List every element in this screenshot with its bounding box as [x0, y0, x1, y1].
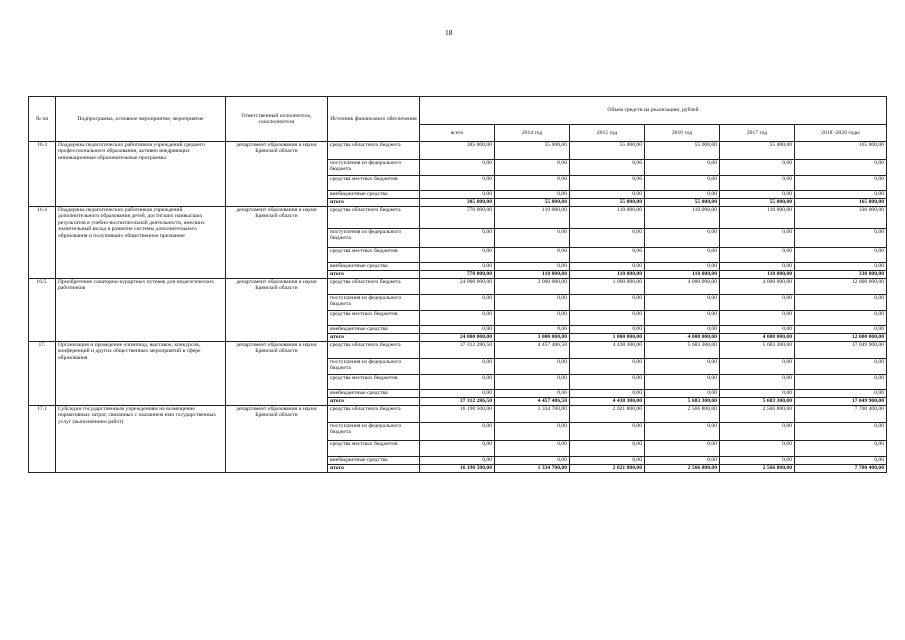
executor: департамент образования и науки Брянской области [226, 406, 328, 473]
amount-cell: 55 000,00 [495, 142, 570, 160]
amount-cell: 0,00 [570, 263, 645, 271]
row-number: 16.5. [29, 279, 56, 342]
funding-source: средства местных бюджетов [328, 441, 420, 457]
amount-cell: 37 312 286,50 [420, 342, 495, 359]
amount-cell: 110 000,00 [495, 207, 570, 229]
amount-cell: 0,00 [495, 229, 570, 248]
amount-cell: 2 021 800,00 [570, 465, 645, 473]
amount-cell: 0,00 [795, 176, 887, 191]
page-number: 18 [445, 28, 453, 37]
header-executor: Ответственный исполнитель, соисполнители [226, 97, 328, 142]
amount-cell: 0,00 [420, 423, 495, 441]
amount-cell: 0,00 [720, 295, 795, 311]
amount-cell: 0,00 [795, 423, 887, 441]
funding-source: внебюджетные средства [328, 390, 420, 398]
header-year: всего [420, 125, 495, 142]
amount-cell: 0,00 [795, 191, 887, 199]
amount-cell: 110 000,00 [495, 271, 570, 279]
amount-cell: 0,00 [495, 359, 570, 375]
amount-cell: 0,00 [795, 311, 887, 326]
funding-source: средства областного бюджета [328, 342, 420, 359]
executor: департамент образования и науки Брянской области [226, 207, 328, 279]
amount-cell: 0,00 [420, 359, 495, 375]
table-row [29, 342, 887, 359]
amount-cell: 0,00 [570, 375, 645, 390]
amount-cell: 0,00 [495, 263, 570, 271]
amount-cell: 0,00 [645, 160, 720, 176]
amount-cell: 0,00 [645, 457, 720, 465]
activity-name: Субсидии государственным учреждениям на возмещение нормативных затрат, связанных с оказанием ими государственных услуг (выполнением работ) [56, 406, 226, 473]
funding-source: итого [328, 398, 420, 406]
activity-name: Приобретение санаторно-курортных путевок для педагогических работников [56, 279, 226, 342]
amount-cell: 55 000,00 [645, 199, 720, 207]
activity-name: Поддержка педагогических работников учреждений среднего профессионального образования, активно внедряющих инновационные образовательные программы [56, 142, 226, 207]
amount-cell: 0,00 [645, 229, 720, 248]
amount-cell: 55 000,00 [645, 142, 720, 160]
amount-cell: 2 566 800,00 [720, 465, 795, 473]
amount-cell: 0,00 [420, 326, 495, 334]
amount-cell: 5 683 300,00 [645, 342, 720, 359]
header-amount: Объем средств на реализацию, рублей [420, 97, 887, 125]
executor: департамент образования и науки Брянской области [226, 279, 328, 342]
amount-cell: 0,00 [645, 326, 720, 334]
amount-cell: 17 049 900,00 [795, 342, 887, 359]
amount-cell: 0,00 [720, 359, 795, 375]
amount-cell: 55 000,00 [570, 199, 645, 207]
header-year: 2014 год [495, 125, 570, 142]
amount-cell: 0,00 [795, 457, 887, 465]
amount-cell: 0,00 [645, 295, 720, 311]
amount-cell: 5 683 300,00 [645, 398, 720, 406]
funding-source: внебюджетные средства [328, 191, 420, 199]
amount-cell: 0,00 [495, 441, 570, 457]
amount-cell: 0,00 [420, 295, 495, 311]
amount-cell: 55 000,00 [720, 199, 795, 207]
amount-cell: 1 000 000,00 [570, 279, 645, 295]
amount-cell: 0,00 [495, 326, 570, 334]
header-year: 2018 -2020 годы [795, 125, 887, 142]
budget-table [28, 96, 887, 473]
amount-cell: 330 000,00 [795, 207, 887, 229]
amount-cell: 0,00 [420, 191, 495, 199]
amount-cell: 0,00 [795, 390, 887, 398]
amount-cell: 0,00 [645, 248, 720, 263]
amount-cell: 0,00 [570, 359, 645, 375]
amount-cell: 110 000,00 [570, 207, 645, 229]
row-number: 16.3 [29, 142, 56, 207]
funding-source: внебюджетные средства [328, 457, 420, 465]
amount-cell: 0,00 [645, 441, 720, 457]
amount-cell: 0,00 [645, 390, 720, 398]
amount-cell: 12 000 000,00 [795, 334, 887, 342]
amount-cell: 0,00 [720, 248, 795, 263]
amount-cell: 0,00 [495, 191, 570, 199]
amount-cell: 3 000 000,00 [495, 279, 570, 295]
amount-cell: 0,00 [720, 423, 795, 441]
amount-cell: 0,00 [645, 176, 720, 191]
amount-cell: 55 000,00 [720, 142, 795, 160]
funding-source: итого [328, 271, 420, 279]
amount-cell: 2 566 800,00 [720, 406, 795, 423]
amount-cell: 0,00 [645, 359, 720, 375]
amount-cell: 0,00 [795, 375, 887, 390]
amount-cell: 0,00 [570, 441, 645, 457]
amount-cell: 0,00 [420, 176, 495, 191]
amount-cell: 0,00 [720, 263, 795, 271]
amount-cell: 4 438 300,00 [570, 398, 645, 406]
amount-cell: 0,00 [795, 359, 887, 375]
amount-cell: 0,00 [420, 390, 495, 398]
funding-source: поступления из федерального бюджета [328, 359, 420, 375]
amount-cell: 0,00 [570, 295, 645, 311]
amount-cell: 0,00 [570, 160, 645, 176]
table-row [29, 279, 887, 295]
amount-cell: 0,00 [420, 248, 495, 263]
amount-cell: 4 000 000,00 [720, 334, 795, 342]
amount-cell: 0,00 [495, 311, 570, 326]
amount-cell: 0,00 [720, 457, 795, 465]
amount-cell: 0,00 [420, 311, 495, 326]
funding-source: поступления из федерального бюджета [328, 160, 420, 176]
amount-cell: 110 000,00 [720, 207, 795, 229]
amount-cell: 0,00 [420, 160, 495, 176]
amount-cell: 330 000,00 [795, 271, 887, 279]
amount-cell: 7 700 400,00 [795, 465, 887, 473]
amount-cell: 1 334 700,00 [495, 406, 570, 423]
amount-cell: 16 190 500,00 [420, 406, 495, 423]
amount-cell: 0,00 [570, 191, 645, 199]
executor: департамент образования и науки Брянской области [226, 342, 328, 406]
row-number: 16.4 [29, 207, 56, 279]
amount-cell: 385 000,00 [420, 199, 495, 207]
header-year: 2015 год [570, 125, 645, 142]
amount-cell: 0,00 [720, 160, 795, 176]
amount-cell: 770 000,00 [420, 207, 495, 229]
amount-cell: 0,00 [795, 160, 887, 176]
amount-cell: 1 334 700,00 [495, 465, 570, 473]
amount-cell: 4 438 300,00 [570, 342, 645, 359]
amount-cell: 0,00 [720, 311, 795, 326]
amount-cell: 37 312 286,50 [420, 398, 495, 406]
activity-name: Организация и проведение олимпиад, выставок, конкурсов, конференций и других общественных мероприятий в сфере образования [56, 342, 226, 406]
amount-cell: 0,00 [495, 423, 570, 441]
amount-cell: 0,00 [420, 441, 495, 457]
amount-cell: 16 190 500,00 [420, 465, 495, 473]
funding-source: средства областного бюджета [328, 406, 420, 423]
amount-cell: 0,00 [645, 423, 720, 441]
funding-source: средства областного бюджета [328, 207, 420, 229]
funding-source: средства областного бюджета [328, 142, 420, 160]
amount-cell: 2 021 800,00 [570, 406, 645, 423]
amount-cell: 385 000,00 [420, 142, 495, 160]
funding-source: внебюджетные средства [328, 326, 420, 334]
amount-cell: 2 566 800,00 [645, 406, 720, 423]
amount-cell: 55 000,00 [495, 199, 570, 207]
amount-cell: 3 000 000,00 [495, 334, 570, 342]
funding-source: поступления из федерального бюджета [328, 229, 420, 248]
executor: департамент образования и науки Брянской области [226, 142, 328, 207]
amount-cell: 0,00 [720, 176, 795, 191]
amount-cell: 0,00 [495, 390, 570, 398]
amount-cell: 4 000 000,00 [720, 279, 795, 295]
amount-cell: 0,00 [570, 457, 645, 465]
amount-cell: 0,00 [495, 375, 570, 390]
amount-cell: 110 000,00 [645, 207, 720, 229]
amount-cell: 0,00 [570, 390, 645, 398]
header-year: 2017 год [720, 125, 795, 142]
table-row [29, 142, 887, 160]
amount-cell: 0,00 [420, 229, 495, 248]
amount-cell: 0,00 [645, 375, 720, 390]
amount-cell: 0,00 [495, 457, 570, 465]
amount-cell: 0,00 [570, 423, 645, 441]
amount-cell: 0,00 [420, 457, 495, 465]
amount-cell: 0,00 [795, 441, 887, 457]
amount-cell: 0,00 [720, 375, 795, 390]
funding-source: средства местных бюджетов [328, 311, 420, 326]
amount-cell: 4 457 486,50 [495, 342, 570, 359]
funding-source: средства местных бюджетов [328, 176, 420, 191]
header-row-top [29, 97, 887, 125]
amount-cell: 110 000,00 [720, 271, 795, 279]
amount-cell: 110 000,00 [570, 271, 645, 279]
amount-cell: 0,00 [420, 263, 495, 271]
amount-cell: 0,00 [720, 229, 795, 248]
header-year: 2016 год [645, 125, 720, 142]
funding-source: итого [328, 199, 420, 207]
table-body [29, 142, 887, 473]
amount-cell: 0,00 [420, 375, 495, 390]
amount-cell: 24 000 000,00 [420, 279, 495, 295]
funding-source: поступления из федерального бюджета [328, 295, 420, 311]
amount-cell: 5 683 300,00 [720, 342, 795, 359]
amount-cell: 0,00 [720, 326, 795, 334]
row-number: 17.1 [29, 406, 56, 473]
amount-cell: 12 000 000,00 [795, 279, 887, 295]
amount-cell: 0,00 [645, 263, 720, 271]
amount-cell: 0,00 [645, 311, 720, 326]
amount-cell: 0,00 [495, 160, 570, 176]
amount-cell: 0,00 [570, 176, 645, 191]
header-no: № пп [29, 97, 56, 142]
amount-cell: 55 000,00 [570, 142, 645, 160]
amount-cell: 0,00 [795, 295, 887, 311]
table-row [29, 406, 887, 423]
amount-cell: 0,00 [570, 248, 645, 263]
row-number: 17. [29, 342, 56, 406]
amount-cell: 4 457 486,50 [495, 398, 570, 406]
amount-cell: 0,00 [495, 295, 570, 311]
funding-source: итого [328, 465, 420, 473]
funding-source: средства местных бюджетов [328, 248, 420, 263]
header-source: Источник финансового обеспечения [328, 97, 420, 142]
amount-cell: 4 000 000,00 [645, 279, 720, 295]
amount-cell: 0,00 [795, 229, 887, 248]
amount-cell: 165 000,00 [795, 142, 887, 160]
amount-cell: 5 683 300,00 [720, 398, 795, 406]
amount-cell: 0,00 [495, 176, 570, 191]
amount-cell: 1 000 000,00 [570, 334, 645, 342]
amount-cell: 0,00 [795, 248, 887, 263]
amount-cell: 0,00 [570, 311, 645, 326]
amount-cell: 0,00 [795, 326, 887, 334]
header-name: Подпрограмма, основное мероприятие, мероприятие [56, 97, 226, 142]
funding-source: итого [328, 334, 420, 342]
table-row [29, 207, 887, 229]
amount-cell: 0,00 [720, 191, 795, 199]
funding-source: средства местных бюджетов [328, 375, 420, 390]
amount-cell: 770 000,00 [420, 271, 495, 279]
amount-cell: 110 000,00 [645, 271, 720, 279]
amount-cell: 0,00 [795, 263, 887, 271]
funding-source: внебюджетные средства [328, 263, 420, 271]
amount-cell: 0,00 [495, 248, 570, 263]
amount-cell: 0,00 [570, 229, 645, 248]
amount-cell: 24 000 000,00 [420, 334, 495, 342]
amount-cell: 7 700 400,00 [795, 406, 887, 423]
amount-cell: 0,00 [570, 326, 645, 334]
funding-source: средства областного бюджета [328, 279, 420, 295]
amount-cell: 2 566 800,00 [645, 465, 720, 473]
amount-cell: 17 049 900,00 [795, 398, 887, 406]
amount-cell: 4 000 000,00 [645, 334, 720, 342]
amount-cell: 0,00 [720, 390, 795, 398]
activity-name: Поддержка педагогических работников учреждений дополнительного образования детей, достигших наивысших результатов в учебно-воспитательной деятельности, внесших значительный вклад в развитие системы дополнительного образования и получивших общественное признание [56, 207, 226, 279]
amount-cell: 165 000,00 [795, 199, 887, 207]
amount-cell: 0,00 [645, 191, 720, 199]
amount-cell: 0,00 [720, 441, 795, 457]
funding-source: поступления из федерального бюджета [328, 423, 420, 441]
